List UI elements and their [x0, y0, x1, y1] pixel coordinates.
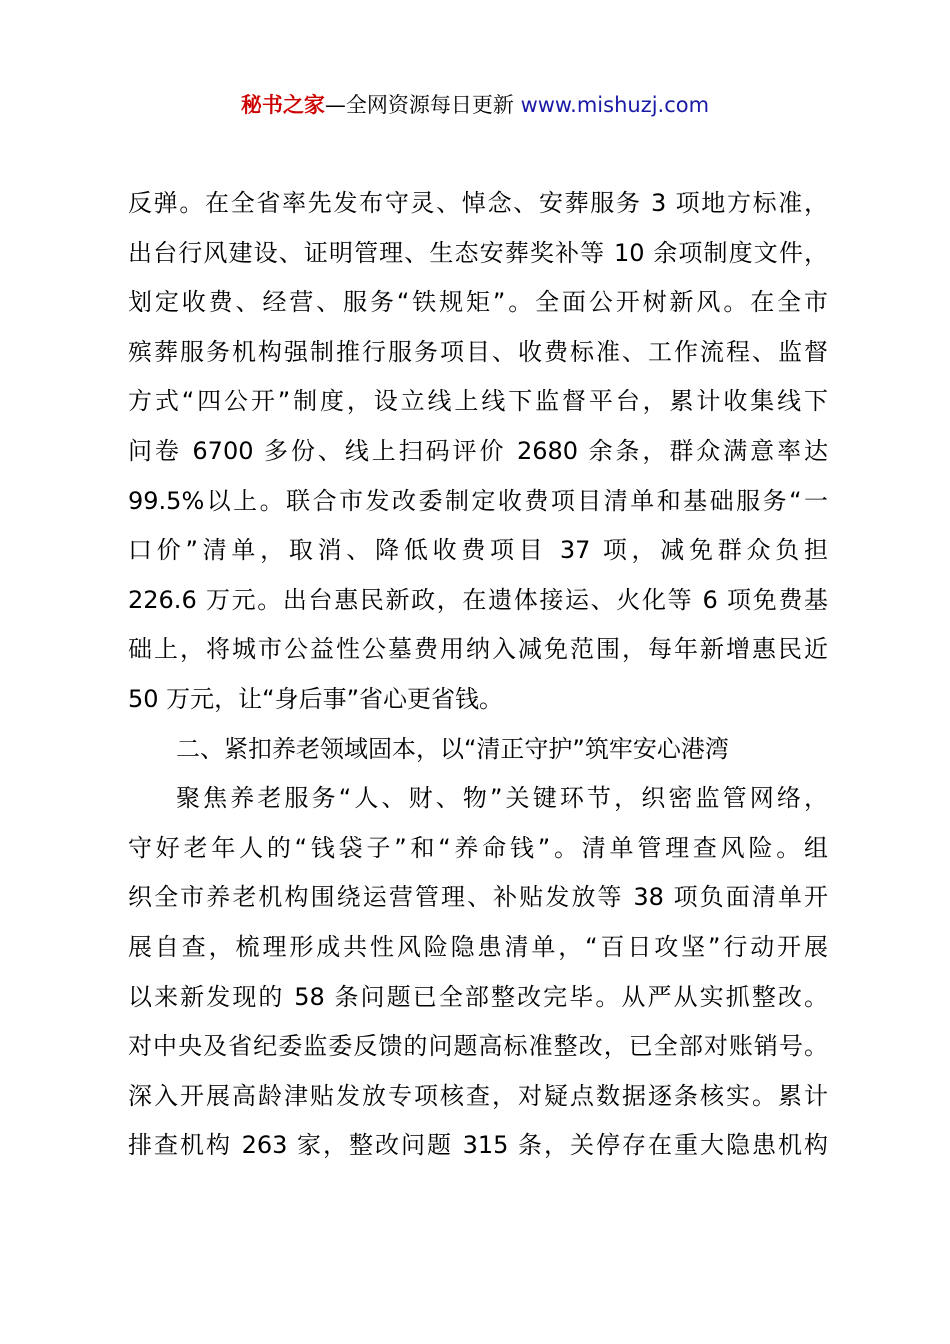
site-url-link[interactable]: www.mishuzj.com: [520, 93, 710, 117]
text-line: 反弹。在全省率先发布守灵、悼念、安葬服务 3 项地方标准，: [128, 189, 828, 217]
text-line: 守好老年人的“钱袋子”和“养命钱”。清单管理查风险。组: [128, 833, 828, 862]
brand-name: 秘书之家: [240, 93, 325, 117]
text-line: 口价”清单，取消、降低收费项目 37 项，减免群众负担: [128, 536, 828, 565]
text-line: 以来新发现的 58 条问题已全部整改完毕。从严从实抓整改。: [128, 982, 828, 1011]
text-line: 聚焦养老服务“人、财、物”关键环节，织密监管网络，: [176, 784, 828, 813]
text-line: 对中央及省纪委监委反馈的问题高标准整改，已全部对账销号。: [128, 1032, 828, 1061]
section-heading: [128, 725, 828, 775]
paragraph-funeral-services: [128, 179, 828, 725]
page-header: [0, 88, 950, 122]
text-line: 殡葬服务机构强制推行服务项目、收费标准、工作流程、监督: [128, 337, 828, 366]
document-body: [128, 179, 828, 1171]
paragraph-elderly-care: [128, 774, 828, 1171]
text-line: 排查机构 263 家，整改问题 315 条，关停存在重大隐患机构: [128, 1131, 828, 1160]
text-line: 础上，将城市公益性公墓费用纳入减免范围，每年新增惠民近: [128, 635, 828, 664]
text-line: 方式“四公开”制度，设立线上线下监督平台，累计收集线下: [128, 387, 828, 416]
text-line: 展自查，梳理形成共性风险隐患清单，“百日攻坚”行动开展: [128, 932, 828, 961]
section-heading-text: 二、紧扣养老领域固本，以“清正守护”筑牢安心港湾: [176, 734, 729, 763]
text-line: 99.5%以上。联合市发改委制定收费项目清单和基础服务“一: [128, 486, 828, 515]
text-line: 问卷 6700 多份、线上扫码评价 2680 余条，群众满意率达: [128, 436, 828, 465]
text-line: 226.6 万元。出台惠民新政，在遗体接运、火化等 6 项免费基: [128, 585, 828, 614]
header-tagline: —全网资源每日更新: [324, 93, 514, 117]
text-line: 出台行风建设、证明管理、生态安葬奖补等 10 余项制度文件，: [128, 238, 828, 267]
text-line: 50 万元，让“身后事”省心更省钱。: [128, 684, 504, 713]
text-line: 织全市养老机构围绕运营管理、补贴发放等 38 项负面清单开: [128, 883, 828, 912]
text-line: 深入开展高龄津贴发放专项核查，对疑点数据逐条核实。累计: [128, 1081, 828, 1110]
text-line: 划定收费、经营、服务“铁规矩”。全面公开树新风。在全市: [128, 288, 828, 317]
